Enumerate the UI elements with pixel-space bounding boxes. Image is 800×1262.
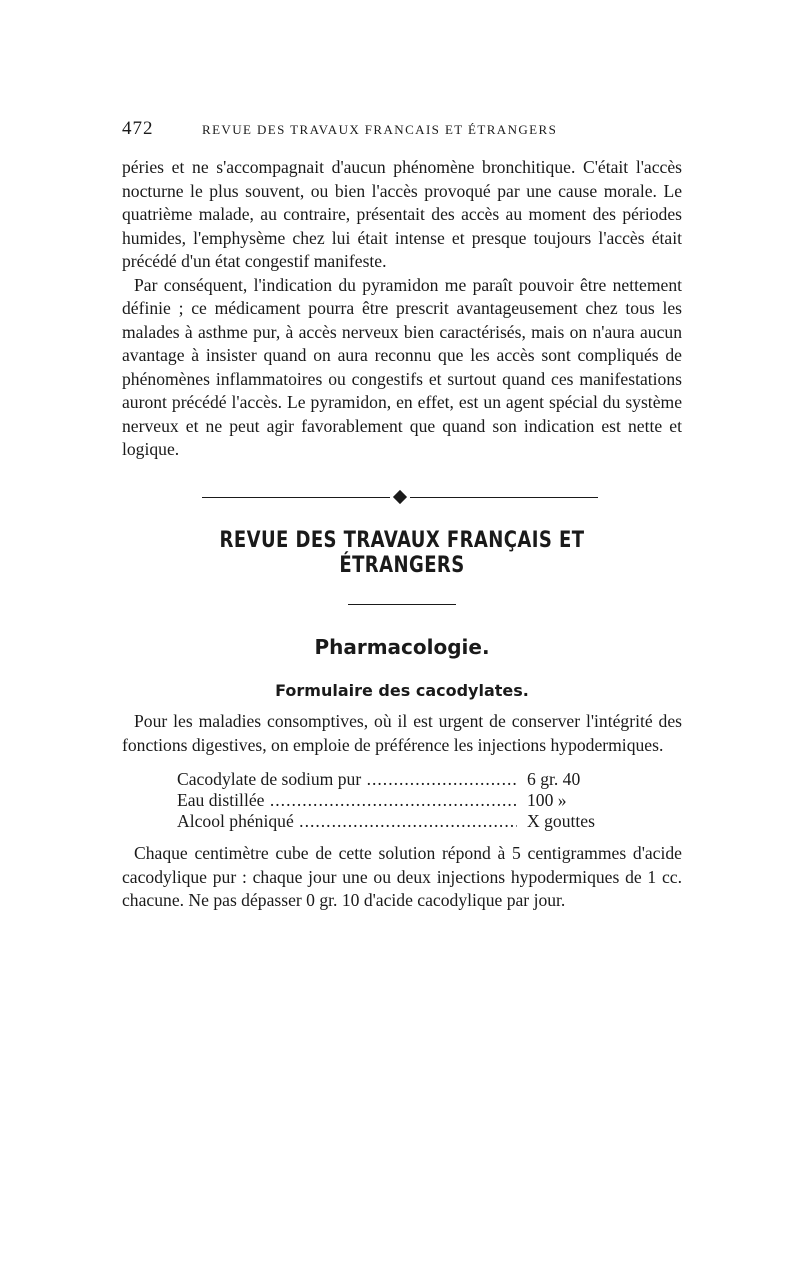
book-page	[122, 118, 682, 913]
formula-row	[177, 769, 627, 790]
section-divider-ornament	[202, 488, 598, 508]
page-number: 472	[122, 118, 154, 139]
section-title: REVUE DES TRAVAUX FRANÇAIS ET ÉTRANGERS	[219, 527, 585, 578]
formula-ingredient: Cacodylate de sodium pur .....	[177, 769, 517, 790]
paragraph-continued: péries et ne s'accompagnait d'aucun phénomène bronchitique. C'était l'accès nocturne le plus souvent, ou bien l'accès provoqué par une cause morale. Le quatrième malade, au contraire, présentait des accès au moment des périodes humides, l'emphysème chez lui était intense et presque toujours l'accès était précédé d'un état congestif manifeste.	[122, 157, 682, 271]
formula-row	[177, 811, 627, 832]
formula-row	[177, 790, 627, 811]
divider-line-left	[202, 497, 390, 499]
formula-quantity: X gouttes	[517, 811, 627, 832]
running-title: REVUE DES TRAVAUX FRANCAIS ET ÉTRANGERS	[202, 122, 558, 137]
formula-ingredient: Alcool phéniqué .....	[177, 811, 517, 832]
formula-ingredient: Eau distillée .....	[177, 790, 517, 811]
article-title: Formulaire des cacodylates.	[275, 681, 529, 700]
running-header	[122, 118, 682, 148]
title-rule	[348, 604, 456, 606]
formula-list	[177, 769, 627, 832]
diamond-icon	[393, 489, 407, 503]
divider-line-right	[410, 497, 598, 499]
paragraph-closing: Chaque centimètre cube de cette solution répond à 5 centigrammes d'acide cacodylique pur : chaque jour une ou deux injections hypodermiques de 1 cc. chacune. Ne pas dépasser 0 gr. 10 d'acide cacodylique par jour.	[122, 843, 682, 910]
paragraph-intro: Pour les maladies consomptives, où il est urgent de conserver l'intégrité des fonctions digestives, on emploie de préférence les injections hypodermiques.	[122, 711, 682, 755]
paragraph-pyramidon: Par conséquent, l'indication du pyramidon me paraît pouvoir être nettement définie ; ce médicament pourra être prescrit avantageusement chez tous les malades à asthme pur, à accès nerveux bien caractérisés, mais on n'aura aucun avantage à insister quand on aura reconnu que les accès sont compliqués de phénomènes inflammatoires ou congestifs et surtout quand ces manifestations auront précédé l'accès. Le pyramidon, en effet, est un agent spécial du système nerveux et ne peut agir favorablement que quand son indication est nette et logique.	[122, 274, 682, 459]
formula-quantity: 6 gr. 40	[517, 769, 627, 790]
subsection-title: Pharmacologie.	[314, 635, 490, 659]
formula-quantity: 100 »	[517, 790, 627, 811]
